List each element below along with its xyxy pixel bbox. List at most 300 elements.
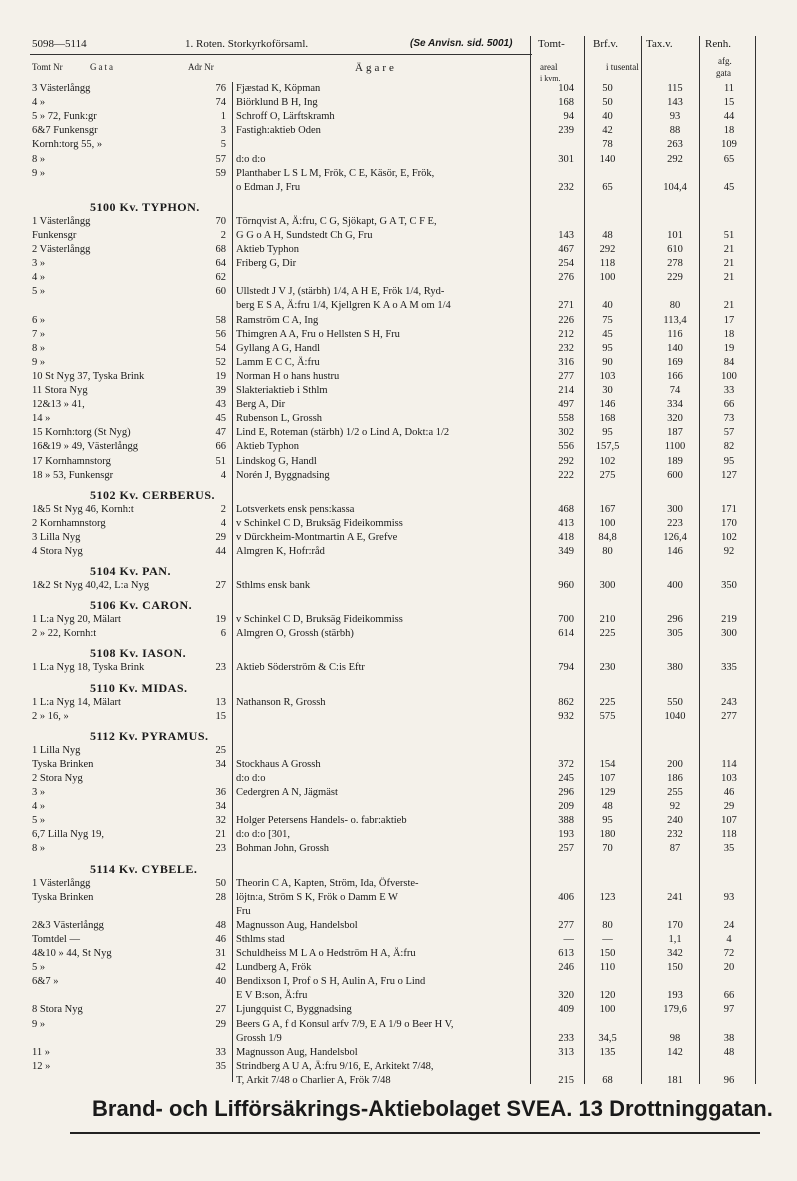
cell-brf: 146 — [599, 399, 616, 411]
cell-owner: v Schinkel C D, Bruksäg Fideikommiss — [236, 614, 403, 626]
cell-brf: 180 — [599, 829, 616, 841]
table-row — [0, 517, 797, 531]
cell-tax: 320 — [667, 413, 683, 425]
cell-tax: 300 — [667, 503, 683, 515]
cell-addr: 14 » — [32, 413, 51, 425]
cell-addr: 5 » — [32, 815, 46, 827]
table-row — [0, 696, 797, 710]
cell-area: — — [563, 933, 574, 945]
cell-area: 614 — [558, 628, 574, 640]
cell-renh: 107 — [721, 815, 737, 827]
sub-adr-nr: Adr Nr — [188, 62, 214, 72]
cell-renh: 243 — [721, 696, 737, 708]
table-row — [0, 842, 797, 856]
footer-advert: Brand- och Lifförsäkrings-Aktiebolaget SVEA. 13 Drottninggatan. — [92, 1096, 773, 1121]
cell-num: 62 — [215, 272, 226, 284]
cell-addr: 10 St Nyg 37, Tyska Brink — [32, 370, 145, 382]
cell-brf: 275 — [599, 469, 616, 481]
cell-area: 168 — [558, 97, 574, 109]
cell-tax: 93 — [669, 111, 681, 123]
cell-owner: Holger Petersens Handels- o. fabr:aktieb — [236, 815, 407, 827]
cell-renh: 72 — [723, 948, 735, 959]
cell-num: 3 — [220, 125, 226, 137]
cell-area: 301 — [558, 153, 574, 165]
cell-addr: 6,7 Lilla Nyg 19, — [32, 829, 105, 841]
table-row — [0, 167, 797, 181]
cell-area: 277 — [558, 919, 574, 931]
cell-brf: 102 — [599, 455, 616, 467]
cell-num: 27 — [215, 580, 226, 592]
cell-addr: 17 Kornhamnstorg — [32, 455, 111, 467]
cell-brf: 80 — [602, 919, 613, 931]
cell-owner: Planthaber L S L M, Frök, C E, Käsör, E, Frök, — [236, 167, 435, 179]
cell-num: 42 — [215, 962, 226, 974]
cell-brf: 107 — [599, 772, 616, 784]
cell-owner: d:o d:o [301, — [236, 829, 290, 841]
cell-renh: 277 — [721, 710, 737, 722]
cell-area: 556 — [558, 441, 574, 453]
cell-area: 232 — [558, 342, 574, 354]
cell-area: 700 — [558, 614, 574, 626]
cell-owner: Ullstedt J V J, (stärbh) 1/4, A H E, Frök 1/4, Ryd- — [236, 286, 445, 298]
cell-area: 232 — [558, 181, 574, 193]
section-title: 5100 Kv. TYPHON. — [90, 199, 200, 214]
table-row — [0, 271, 797, 285]
table-row — [0, 153, 797, 167]
cell-area: 254 — [558, 258, 574, 270]
table-row — [0, 96, 797, 110]
cell-tax: 400 — [667, 580, 683, 592]
cell-num: 27 — [215, 1004, 226, 1016]
cell-renh: 114 — [721, 758, 737, 770]
cell-brf: 40 — [602, 111, 613, 123]
cell-tax: 255 — [667, 787, 683, 798]
cell-num: 4 — [220, 469, 226, 481]
cell-tax: 140 — [667, 342, 683, 354]
cell-num: 57 — [215, 153, 226, 165]
cell-area: 271 — [558, 300, 574, 312]
cell-addr: 1 Västerlångg — [32, 215, 91, 227]
cell-tax: 92 — [669, 801, 681, 813]
cell-num: 52 — [215, 356, 226, 368]
table-row — [0, 961, 797, 975]
cell-addr: 1 Lilla Nyg — [32, 744, 81, 756]
cell-brf: 50 — [602, 83, 613, 94]
cell-owner: Theorin C A, Kapten, Ström, Ida, Öfverste- — [236, 877, 419, 889]
cell-owner: Aktieb Typhon — [236, 441, 299, 453]
table-row — [0, 356, 797, 370]
cell-num: 23 — [215, 662, 226, 674]
cell-brf: 84,8 — [598, 531, 617, 543]
cell-addr: 2 » 16, » — [32, 710, 69, 722]
cell-owner: G G o A H, Sundstedt Ch G, Fru — [236, 229, 373, 241]
cell-num: 29 — [215, 531, 226, 543]
cell-renh: 66 — [723, 399, 735, 411]
table-row — [0, 828, 797, 842]
cell-renh: 48 — [723, 1046, 735, 1058]
table-row — [0, 947, 797, 961]
table-row — [0, 531, 797, 545]
section-title: 5114 Kv. CYBELE. — [90, 861, 198, 876]
cell-renh: 100 — [721, 370, 737, 382]
cell-area: 409 — [558, 1004, 574, 1016]
cell-owner: Sthlms stad — [236, 933, 285, 945]
table-row — [0, 661, 797, 675]
cell-addr: 9 » — [32, 167, 46, 179]
cell-area: 316 — [558, 356, 574, 368]
sub-gata: Gata — [90, 62, 115, 72]
cell-num: 48 — [215, 919, 226, 931]
cell-num: 2 — [220, 503, 226, 515]
table-row — [0, 1032, 797, 1046]
cell-brf: 48 — [602, 229, 613, 241]
cell-brf: 110 — [599, 962, 616, 974]
cell-num: 6 — [220, 628, 226, 640]
cell-tax: 80 — [669, 300, 681, 312]
cell-owner: Grossh 1/9 — [236, 1032, 282, 1044]
cell-area: 349 — [558, 546, 574, 557]
cell-num: 47 — [215, 427, 226, 439]
table-row — [0, 1074, 797, 1088]
table-row — [0, 1060, 797, 1074]
table-row — [0, 613, 797, 627]
cell-owner: T, Arkit 7/48 o Charlier A, Frök 7/48 — [236, 1074, 391, 1086]
cell-brf: 95 — [602, 815, 613, 827]
cell-renh: 66 — [723, 990, 735, 1002]
cell-owner: Biörklund B H, Ing — [236, 97, 318, 109]
cell-brf: 168 — [599, 413, 616, 425]
cell-addr: 4 » — [32, 97, 46, 109]
cell-area: 372 — [558, 758, 574, 770]
cell-addr: 5 » — [32, 286, 46, 298]
cell-renh: 18 — [723, 328, 735, 340]
cell-area: 239 — [558, 125, 574, 137]
cell-area: 418 — [558, 531, 574, 543]
cell-brf: 292 — [599, 244, 616, 255]
cell-owner: Schroff O, Lärftskramh — [236, 111, 335, 123]
table-row — [0, 800, 797, 814]
cell-num: 29 — [215, 1018, 226, 1030]
cell-num: 4 — [220, 517, 226, 529]
cell-owner: Sthlms ensk bank — [236, 580, 311, 592]
cell-renh: 21 — [723, 244, 735, 255]
cell-owner: Lind E, Roteman (stärbh) 1/2 o Lind A, Dokt:a 1/2 — [236, 427, 450, 439]
cell-tax: 334 — [667, 399, 683, 411]
cell-owner: Thimgren A A, Fru o Hellsten S H, Fru — [236, 328, 400, 340]
cell-addr: 2 Kornhamnstorg — [32, 517, 106, 529]
cell-area: 932 — [558, 710, 574, 722]
cell-owner: Nathanson R, Grossh — [236, 696, 326, 708]
cell-brf: 95 — [602, 342, 613, 354]
cell-tax: 1100 — [664, 441, 686, 453]
cell-addr: Tomtdel — — [32, 933, 80, 945]
cell-num: 2 — [220, 229, 226, 241]
cell-owner: Cedergren A N, Jägmäst — [236, 787, 338, 798]
cell-renh: 300 — [721, 628, 737, 640]
cell-owner: Strindberg A U A, Ä:fru 9/16, E, Arkitekt 7/48, — [236, 1060, 434, 1072]
table-row — [0, 814, 797, 828]
table-row — [0, 710, 797, 724]
cell-tax: 1,1 — [668, 933, 682, 945]
cell-num: 51 — [215, 455, 226, 467]
cell-area: 413 — [558, 517, 574, 529]
cell-renh: 103 — [721, 772, 737, 784]
cell-num: 21 — [215, 829, 226, 841]
cell-addr: Tyska Brinken — [32, 891, 94, 903]
section-title: 5108 Kv. IASON. — [90, 646, 187, 661]
cell-area: 245 — [558, 772, 574, 784]
table-row — [0, 384, 797, 398]
cell-renh: 92 — [723, 546, 735, 557]
cell-renh: 18 — [723, 125, 735, 137]
cell-tax: 305 — [667, 628, 683, 640]
cell-renh: 93 — [723, 891, 735, 903]
cell-area: 468 — [558, 503, 574, 515]
table-row — [0, 919, 797, 933]
cell-tax: 146 — [667, 546, 683, 557]
cell-tax: 169 — [667, 356, 683, 368]
section-title: 5102 Kv. CERBERUS. — [90, 487, 216, 502]
table-row — [0, 110, 797, 124]
cell-addr: 11 Stora Nyg — [32, 385, 88, 396]
cell-num: 1 — [220, 111, 226, 123]
cell-num: 32 — [215, 815, 226, 827]
cell-tax: 87 — [669, 843, 681, 855]
cell-num: 68 — [215, 244, 226, 255]
cell-area: 257 — [558, 843, 574, 855]
cell-addr: 3 » — [32, 787, 46, 798]
cell-addr: 8 Stora Nyg — [32, 1004, 83, 1016]
cell-addr: 3 Västerlångg — [32, 83, 91, 94]
table-row — [0, 627, 797, 641]
table-row — [0, 786, 797, 800]
table-row — [0, 299, 797, 313]
cell-addr: 5 » — [32, 962, 46, 974]
cell-brf: 230 — [599, 662, 616, 674]
cell-owner: d:o d:o — [236, 772, 266, 784]
cell-addr: 12 » — [32, 1060, 51, 1072]
cell-brf: 78 — [602, 139, 613, 151]
table-row — [0, 744, 797, 758]
table-row — [0, 328, 797, 342]
cell-owner: Slakteriaktieb i Sthlm — [236, 385, 328, 396]
cell-brf: 70 — [602, 843, 613, 855]
cell-owner: Berg A, Dir — [236, 399, 286, 411]
cell-brf: 123 — [599, 891, 616, 903]
cell-num: 46 — [215, 933, 226, 945]
cell-tax: 170 — [667, 919, 683, 931]
table-row — [0, 989, 797, 1003]
cell-area: 214 — [558, 385, 574, 396]
cell-num: 19 — [215, 614, 226, 626]
table-row — [0, 314, 797, 328]
cell-owner: v Schinkel C D, Bruksäg Fideikommiss — [236, 517, 403, 529]
cell-num: 45 — [215, 413, 226, 425]
sub-ikvm: i kvm. — [540, 74, 561, 83]
table-row — [0, 440, 797, 454]
cell-addr: Funkensgr — [32, 229, 77, 241]
cell-owner: Almgren K, Hofr:råd — [236, 546, 325, 557]
cell-renh: 38 — [723, 1032, 735, 1044]
cell-addr: 1 L:a Nyg 14, Mälart — [32, 696, 121, 708]
cell-tax: 600 — [667, 469, 683, 481]
cell-brf: 154 — [599, 758, 616, 770]
cell-tax: 101 — [667, 229, 683, 241]
cell-tax: 610 — [667, 244, 683, 255]
table-row — [0, 455, 797, 469]
cell-brf: 90 — [602, 356, 613, 368]
cell-owner: Gyllang A G, Handl — [236, 342, 320, 354]
cell-brf: 225 — [599, 696, 616, 708]
cell-owner: Magnusson Aug, Handelsbol — [236, 919, 358, 931]
section-title: 5106 Kv. CARON. — [90, 598, 193, 613]
col-renh-header: Renh. — [705, 38, 731, 50]
cell-owner: Fastigh:aktieb Oden — [236, 125, 321, 137]
cell-renh: 350 — [721, 580, 737, 592]
cell-area: 862 — [558, 696, 574, 708]
cell-area: 104 — [558, 83, 574, 94]
cell-addr: 1&2 St Nyg 40,42, L:a Nyg — [32, 580, 149, 592]
cell-owner: Fru — [236, 905, 251, 917]
cell-num: 33 — [215, 1046, 226, 1058]
col-tax-header: Tax.v. — [646, 38, 673, 50]
cell-renh: 84 — [723, 356, 735, 368]
cell-renh: 21 — [723, 272, 735, 284]
cell-addr: 4 » — [32, 272, 46, 284]
table-row — [0, 243, 797, 257]
cell-owner: d:o d:o — [236, 153, 266, 165]
cell-area: 794 — [558, 662, 574, 674]
cell-tax: 74 — [669, 385, 681, 396]
cell-tax: 98 — [669, 1032, 681, 1044]
sub-gata2: gata — [716, 68, 731, 78]
cell-owner: Ljungquist C, Byggnadsing — [236, 1004, 352, 1016]
cell-tax: 113,4 — [663, 314, 687, 326]
cell-tax: 1040 — [664, 710, 686, 722]
cell-owner: o Edman J, Fru — [236, 181, 301, 193]
page-range: 5098—5114 — [32, 38, 87, 50]
cell-tax: 240 — [667, 815, 683, 827]
cell-tax: 550 — [667, 696, 683, 708]
cell-brf: 120 — [599, 990, 616, 1002]
cell-num: 64 — [215, 258, 226, 270]
cell-renh: 46 — [723, 787, 735, 798]
cell-tax: 229 — [667, 272, 683, 284]
cell-num: 31 — [215, 948, 226, 959]
cell-addr: 7 » — [32, 328, 46, 340]
cell-addr: 3 Lilla Nyg — [32, 531, 81, 543]
cell-renh: 102 — [721, 531, 737, 543]
cell-num: 44 — [215, 546, 226, 557]
cell-owner: Friberg G, Dir — [236, 258, 297, 270]
cell-addr: 8 » — [32, 843, 46, 855]
cell-brf: 100 — [599, 1004, 616, 1016]
sub-areal: areal — [540, 62, 558, 72]
cell-owner: Bohman John, Grossh — [236, 843, 330, 855]
cell-owner: Aktieb Söderström & C:is Eftr — [236, 662, 365, 674]
cell-renh: 21 — [723, 258, 735, 270]
cell-owner: Schuldheiss M L A o Hedström H A, Ä:fru — [236, 948, 416, 959]
table-row — [0, 138, 797, 152]
cell-brf: 75 — [602, 314, 613, 326]
cell-owner: löjtn:a, Ström S K, Frök o Damm E W — [236, 891, 398, 903]
cell-brf: 45 — [602, 328, 613, 340]
cell-renh: 24 — [723, 919, 735, 931]
cell-renh: 33 — [723, 385, 735, 396]
cell-num: 54 — [215, 342, 226, 354]
cell-brf: 157,5 — [595, 441, 620, 453]
cell-num: 13 — [215, 696, 226, 708]
cell-renh: 21 — [723, 300, 735, 312]
cell-area: 246 — [558, 962, 574, 974]
cell-brf: 300 — [599, 580, 616, 592]
cell-brf: 210 — [599, 614, 616, 626]
cell-addr: 6&7 » — [32, 976, 59, 988]
cell-brf: 103 — [599, 370, 616, 382]
cell-num: 25 — [215, 744, 226, 756]
table-row — [0, 398, 797, 412]
cell-addr: Kornh:torg 55, » — [32, 139, 103, 151]
table-row — [0, 891, 797, 905]
cell-owner: Lamm E C C, Ä:fru — [236, 356, 320, 368]
cell-num: 76 — [215, 83, 226, 94]
cell-addr: 8 » — [32, 342, 46, 354]
cell-tax: 223 — [667, 517, 683, 529]
cell-addr: 5 » 72, Funk:gr — [32, 111, 97, 123]
cell-addr: 15 Kornh:torg (St Nyg) — [32, 427, 131, 439]
cell-tax: 200 — [667, 758, 683, 770]
cell-brf: 80 — [602, 546, 613, 557]
cell-area: 406 — [558, 891, 574, 903]
cell-num: 40 — [215, 976, 226, 988]
cell-tax: 115 — [667, 83, 683, 94]
section-title: 5104 Kv. PAN. — [90, 564, 171, 579]
table-row — [0, 257, 797, 271]
cell-owner: E V B:son, Ä:fru — [236, 990, 308, 1002]
cell-area: 94 — [563, 111, 574, 123]
cell-num: 43 — [215, 399, 226, 411]
cell-renh: 29 — [723, 801, 735, 813]
cell-owner: berg E S A, Ä:fru 1/4, Kjellgren K A o A M om 1/4 — [236, 300, 451, 312]
cell-renh: 20 — [723, 962, 735, 974]
cell-owner: Rubenson L, Grossh — [236, 413, 323, 425]
cell-addr: 1 L:a Nyg 18, Tyska Brink — [32, 662, 145, 674]
cell-tax: 241 — [667, 891, 683, 903]
cell-area: 292 — [558, 455, 574, 467]
cell-owner: Törnqvist A, Ä:fru, C G, Sjökapt, G A T, C F E, — [236, 215, 437, 227]
cell-brf: 575 — [599, 710, 616, 722]
cell-num: 23 — [215, 843, 226, 855]
cell-num: 60 — [215, 286, 226, 298]
cell-tax: 150 — [667, 962, 683, 974]
cell-brf: 50 — [602, 97, 613, 109]
cell-area: 558 — [558, 413, 574, 425]
cell-brf: — — [602, 933, 613, 945]
table-row — [0, 229, 797, 243]
cell-area: 467 — [558, 244, 574, 255]
cell-num: 70 — [215, 215, 226, 227]
cell-num: 5 — [220, 139, 226, 151]
cell-area: 193 — [558, 829, 574, 841]
cell-area: 313 — [558, 1046, 574, 1058]
table-row — [0, 545, 797, 559]
cell-owner: Norén J, Byggnadsing — [236, 469, 330, 481]
table-row — [0, 370, 797, 384]
table-row — [0, 877, 797, 891]
cell-addr: 2&3 Västerlångg — [32, 919, 104, 931]
cell-addr: 2 » 22, Kornh:t — [32, 628, 97, 640]
cell-renh: 11 — [723, 83, 735, 94]
